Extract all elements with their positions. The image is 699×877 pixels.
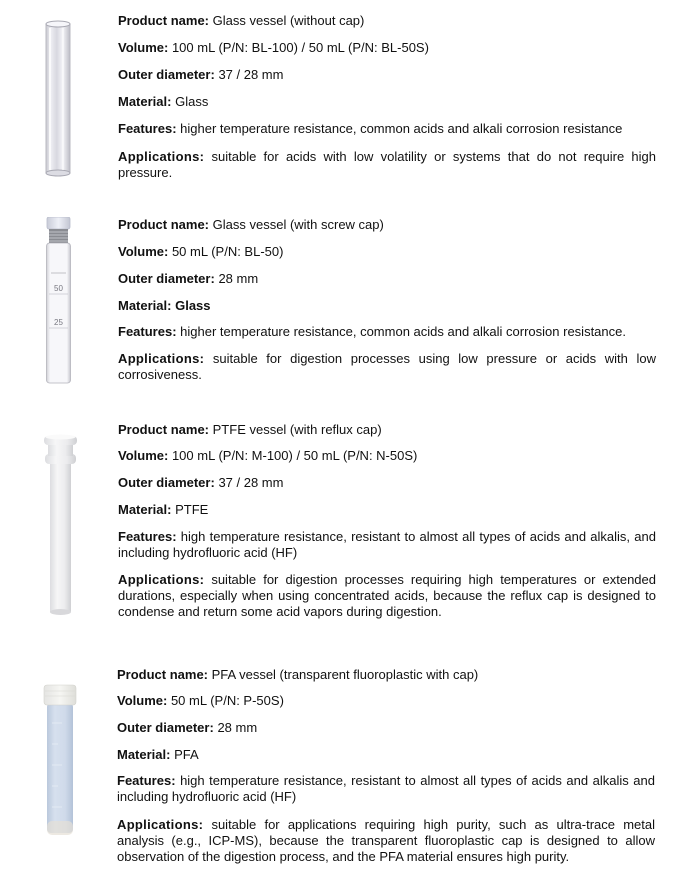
features-row — [117, 773, 655, 805]
product-name-row — [118, 13, 656, 29]
pfa-vessel-image — [42, 683, 78, 837]
features-value: high temperature resistance, resistant to almost all types of acids and alkalis, and including hydrofluoric acid (HF) — [118, 529, 656, 560]
product-name-value: PTFE vessel (with reflux cap) — [212, 422, 382, 437]
volume-value: 100 mL (P/N: M-100) / 50 mL (P/N: N-50S) — [171, 448, 418, 463]
outer-diameter-label: Outer diameter: — [118, 271, 215, 286]
volume-value: 50 mL (P/N: P-50S) — [170, 693, 284, 708]
volume-label: Volume: — [118, 448, 169, 463]
outer-diameter-row — [118, 271, 656, 287]
applications-label: Applications: — [118, 351, 205, 366]
applications-value: suitable for digestion processes requiring high temperatures or extended durations, especially when using concentrated acids, because the reflux cap is designed to condense and return some acid vapors during digestion. — [118, 572, 656, 619]
volume-row — [118, 448, 656, 464]
product-name-label: Product name: — [118, 422, 210, 437]
glass-vessel-without-cap-image — [45, 20, 71, 177]
product-details — [118, 0, 656, 200]
outer-diameter-label: Outer diameter: — [117, 720, 214, 735]
product-glass-vessel-with-screw-cap — [0, 205, 699, 405]
outer-diameter-value: 37 / 28 mm — [218, 67, 284, 82]
features-value: high temperature resistance, resistant to almost all types of acids and alkalis and including hydrofluoric acid (HF) — [117, 773, 655, 804]
product-ptfe-vessel-with-reflux-cap — [0, 410, 699, 645]
product-name-row — [118, 422, 656, 438]
product-name-value: Glass vessel (with screw cap) — [212, 217, 384, 232]
outer-diameter-row — [118, 67, 656, 83]
graduation-50: 50 — [54, 284, 63, 293]
applications-row — [118, 351, 656, 383]
material-label: Material: — [118, 298, 172, 313]
volume-value: 50 mL (P/N: BL-50) — [171, 244, 284, 259]
material-row — [118, 502, 656, 518]
product-name-value: Glass vessel (without cap) — [212, 13, 365, 28]
product-details — [118, 205, 656, 405]
material-row — [117, 747, 655, 763]
volume-row — [117, 693, 655, 709]
outer-diameter-row — [117, 720, 655, 736]
material-value: PTFE — [175, 502, 209, 517]
outer-diameter-value: 37 / 28 mm — [218, 475, 284, 490]
applications-value: suitable for digestion processes using low pressure or acids with low corrosiveness. — [118, 351, 656, 382]
product-name-label: Product name: — [117, 667, 209, 682]
material-label: Material: — [118, 502, 172, 517]
product-name-value: PFA vessel (transparent fluoroplastic with cap) — [211, 667, 479, 682]
material-label: Material: — [118, 94, 172, 109]
volume-value: 100 mL (P/N: BL-100) / 50 mL (P/N: BL-50S) — [171, 40, 429, 55]
ptfe-vessel-with-reflux-cap-image — [42, 434, 78, 616]
volume-label: Volume: — [117, 693, 168, 708]
volume-row — [118, 40, 656, 56]
applications-row — [117, 817, 655, 865]
features-label: Features: — [118, 121, 177, 136]
applications-row — [118, 149, 656, 181]
outer-diameter-row — [118, 475, 656, 491]
applications-label: Applications: — [118, 149, 205, 164]
applications-row — [118, 572, 656, 620]
product-name-label: Product name: — [118, 217, 210, 232]
product-name-row — [118, 217, 656, 233]
features-value: higher temperature resistance, common acids and alkali corrosion resistance. — [180, 324, 626, 339]
applications-value: suitable for acids with low volatility or systems that do not require high pressure. — [118, 149, 656, 180]
product-details — [118, 410, 656, 645]
features-row — [118, 121, 656, 137]
glass-vessel-with-screw-cap-image — [45, 217, 72, 387]
product-name-label: Product name: — [118, 13, 210, 28]
product-pfa-vessel — [0, 655, 699, 877]
applications-label: Applications: — [118, 572, 205, 587]
features-label: Features: — [118, 324, 177, 339]
material-row — [118, 94, 656, 110]
applications-value: suitable for applications requiring high purity, such as ultra-trace metal analysis (e.g., ICP-MS), because the transparent fluoroplastic cap is designed to allow observation of the digestion process, and the PFA material ensures high purity. — [117, 817, 655, 864]
features-value: higher temperature resistance, common acids and alkali corrosion resistance — [180, 121, 623, 136]
features-row — [118, 324, 656, 340]
volume-row — [118, 244, 656, 260]
product-name-row — [117, 667, 655, 683]
graduation-25: 25 — [54, 318, 63, 327]
product-glass-vessel-without-cap — [0, 0, 699, 200]
features-label: Features: — [118, 529, 177, 544]
outer-diameter-label: Outer diameter: — [118, 475, 215, 490]
material-value: PFA — [174, 747, 199, 762]
features-row — [118, 529, 656, 561]
material-row — [118, 298, 656, 314]
volume-label: Volume: — [118, 40, 169, 55]
outer-diameter-label: Outer diameter: — [118, 67, 215, 82]
features-label: Features: — [117, 773, 176, 788]
outer-diameter-value: 28 mm — [217, 720, 258, 735]
product-details — [117, 655, 655, 877]
material-label: Material: — [117, 747, 171, 762]
volume-label: Volume: — [118, 244, 169, 259]
applications-label: Applications: — [117, 817, 204, 832]
outer-diameter-value: 28 mm — [218, 271, 259, 286]
material-value: Glass — [175, 94, 209, 109]
material-value: Glass — [175, 298, 211, 313]
